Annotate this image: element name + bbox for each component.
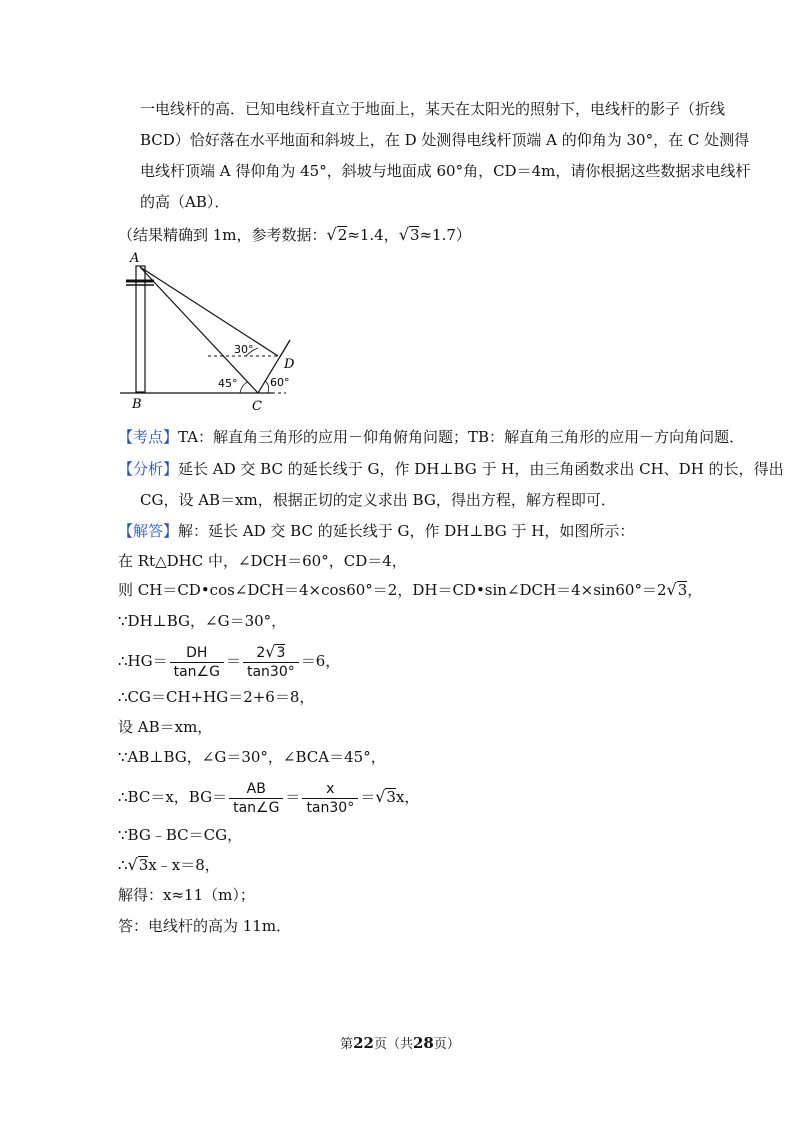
label-C: C — [252, 399, 262, 414]
label-D: D — [284, 357, 295, 372]
approx1: ≈1.4， — [347, 226, 399, 244]
jieda-intro: 解：延长 AD 交 BC 的延长线于 G，作 DH⊥BG 于 H，如图所示： — [178, 522, 635, 540]
fenxi-text-2: CG，设 AB＝xm，根据正切的定义求出 BG，得出方程，解方程即可． — [140, 491, 616, 509]
sqrt-symbol: √ — [666, 580, 677, 599]
step2-text: 则 CH＝CD•cos∠DCH＝4×cos60°＝2，DH＝CD•sin∠DCH＝4×sin60°＝2 — [118, 581, 667, 599]
fraction-x-tan30 — [302, 780, 358, 817]
solution-step-3: ∵DH⊥BG，∠G＝30°， — [118, 612, 287, 630]
page-footer — [0, 1033, 800, 1052]
step10-pre: ∴ — [118, 856, 128, 874]
sqrt3-value: 3 — [409, 226, 420, 244]
step8-end: x， — [395, 788, 420, 806]
frac-num: x — [302, 780, 358, 799]
frac-den: tan30° — [246, 664, 295, 680]
kaodian — [118, 427, 744, 447]
step4-eq: ＝ — [225, 652, 241, 670]
sqrt-symbol: √ — [326, 225, 337, 244]
step2-end: ， — [687, 581, 703, 599]
step8-sqrt: 3 — [386, 788, 396, 806]
step8-eq2: ＝ — [360, 788, 376, 806]
jieda — [118, 521, 634, 541]
solution-step-8 — [118, 779, 419, 817]
footer-page-number: 22 — [353, 1034, 374, 1052]
arc-45 — [240, 382, 248, 393]
footer-pre: 第 — [340, 1037, 354, 1052]
sqrt-symbol: √ — [398, 225, 409, 244]
problem-line-3: 电线杆顶端 A 得仰角为 45°，斜坡与地面成 60°角，CD＝4m，请你根据这些数据求电线杆 — [140, 162, 751, 180]
frac-num — [243, 643, 299, 663]
sqrt-symbol: √ — [265, 642, 276, 661]
angle-label-60: 60° — [270, 376, 290, 389]
solution-step-9: ∵BG﹣BC＝CG， — [118, 826, 243, 844]
kaodian-text: TA：解直角三角形的应用－仰角俯角问题；TB：解直角三角形的应用－方向角问题． — [178, 428, 745, 446]
ray-to-C — [140, 267, 258, 393]
step2-sqrt: 3 — [677, 581, 688, 599]
sqrt-symbol: √ — [375, 787, 386, 806]
arc-60 — [265, 381, 269, 393]
footer-post: 页） — [433, 1037, 460, 1052]
kaodian-tag: 【考点】 — [118, 428, 179, 446]
solution-step-2 — [118, 580, 702, 600]
step4-end: ＝6， — [300, 652, 341, 670]
precision-note-text: （结果精确到 1m，参考数据： — [118, 226, 327, 244]
precision-note — [118, 225, 471, 245]
problem-line-1: 一电线杆的高．已知电线杆直立于地面上，某天在太阳光的照射下，电线杆的影子（折线 — [140, 100, 726, 118]
slope-end — [280, 340, 290, 357]
solution-answer: 答：电线杆的高为 11m． — [118, 917, 292, 935]
frac-den: tan∠G — [173, 663, 220, 680]
problem-line-2: BCD）恰好落在水平地面和斜坡上，在 D 处测得电线杆顶端 A 的仰角为 30°，在 C 处测得 — [140, 131, 750, 149]
frac-num: AB — [229, 780, 283, 799]
fraction-2sqrt3-tan30 — [243, 643, 299, 681]
sqrt2-value: 2 — [337, 226, 348, 244]
solution-step-4 — [118, 643, 340, 681]
solution-step-10 — [118, 855, 220, 875]
ray-to-D — [140, 267, 278, 356]
fenxi-tag: 【分析】 — [118, 460, 179, 478]
step8-pre: ∴BC＝x，BG＝ — [118, 788, 228, 806]
step10-end: x﹣x＝8， — [148, 856, 220, 874]
solution-step-1: 在 Rt△DHC 中，∠DCH＝60°，CD＝4， — [118, 552, 407, 570]
footer-mid: 页（共 — [373, 1037, 413, 1052]
fenxi — [118, 459, 784, 479]
sqrt-symbol: √ — [127, 855, 138, 874]
solution-step-6: 设 AB＝xm， — [118, 718, 213, 736]
jieda-tag: 【解答】 — [118, 522, 179, 540]
fenxi-text-1: 延长 AD 交 BC 的延长线于 G，作 DH⊥BG 于 H，由三角函数求出 CH、DH 的长，得出 — [178, 460, 784, 478]
frac-num: DH — [170, 644, 224, 663]
label-A: A — [130, 251, 140, 266]
geometry-figure — [118, 250, 318, 415]
label-B: B — [132, 397, 142, 412]
step4-pre: ∴HG＝ — [118, 652, 168, 670]
step8-eq: ＝ — [285, 788, 301, 806]
step10-sqrt: 3 — [138, 856, 149, 874]
fraction-dh-tang — [170, 644, 224, 681]
frac-num-coef: 2 — [256, 645, 266, 661]
frac-den: tan∠G — [233, 799, 280, 816]
solution-step-5: ∴CG＝CH+HG＝2+6＝8， — [118, 688, 315, 706]
solution-step-11: 解得：x≈11（m）； — [118, 886, 255, 904]
frac-den: tan30° — [306, 799, 355, 816]
problem-line-4: 的高（AB）． — [140, 193, 230, 211]
approx2: ≈1.7） — [419, 226, 471, 244]
angle-label-45: 45° — [218, 377, 238, 390]
footer-total-pages: 28 — [413, 1034, 434, 1052]
frac-num-sqrt: 3 — [276, 645, 286, 661]
angle-label-30: 30° — [234, 343, 254, 356]
fraction-ab-tang — [229, 780, 283, 817]
solution-step-7: ∵AB⊥BG，∠G＝30°，∠BCA＝45°， — [118, 748, 386, 766]
